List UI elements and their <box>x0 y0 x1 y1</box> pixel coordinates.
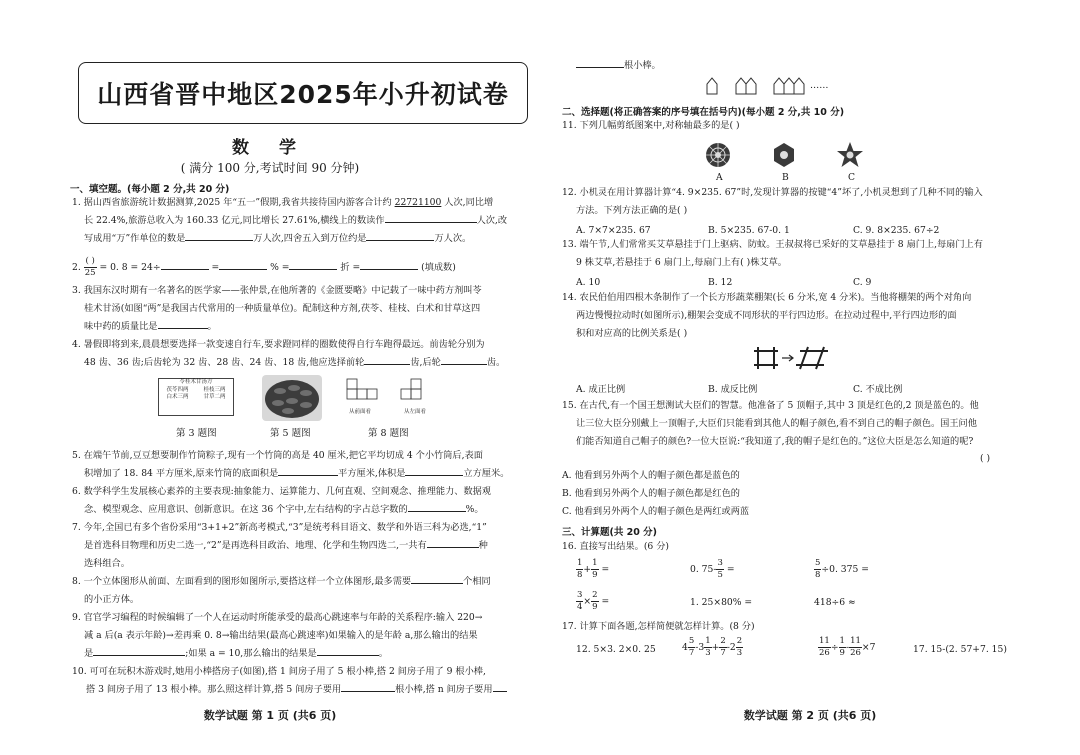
q5-line1: 5. 在端午节前,豆豆想要制作竹筒粽子,现有一个竹筒的高是 40 厘米,把它平均切成 4 个小竹筒后,表面 <box>72 450 483 461</box>
q1-line3a: 写成用“万”作单位的数是 <box>84 232 186 244</box>
q16c2-d: 5 <box>717 570 723 580</box>
exam-info: ( 满分 100 分,考试时间 90 分钟) <box>180 161 360 175</box>
papercut-b-figure <box>770 141 804 171</box>
q16c4-n2: 2 <box>592 590 598 600</box>
q17e2-d3: 7 <box>720 648 726 658</box>
q13-option-c[interactable]: C. 9 <box>853 277 872 288</box>
q3-blank[interactable] <box>158 328 208 329</box>
q2-frac-num: ( ) <box>85 256 95 266</box>
footer-page-2: 数学试题 第 2 页 (共6 页) <box>743 709 877 722</box>
q10-blank-2-start[interactable] <box>493 691 507 692</box>
question-12 <box>562 184 983 220</box>
section-1-title: 一、填空题。(每小题 2 分,共 20 分) <box>70 184 230 195</box>
question-2 <box>72 256 456 279</box>
q5-blank-1[interactable] <box>278 475 338 476</box>
q17e2-c: + <box>711 642 720 653</box>
q1-blank-3[interactable] <box>366 240 434 241</box>
q9-line2: 减 a 后(a 表示年龄)→差再乘 0. 8→输出结果(最高心跳速率)如果输入的是年龄 a,那么输出的结果 <box>84 629 478 641</box>
q16-calc-3 <box>814 558 869 581</box>
q10-blank-2-end[interactable] <box>576 67 624 68</box>
q4-blank-1[interactable] <box>364 364 410 365</box>
question-17-title: 17. 计算下面各题,怎样简便就怎样计算。(8 分) <box>562 621 755 632</box>
q16c1-d2: 9 <box>592 570 598 580</box>
q16c1-op: + <box>583 564 592 575</box>
q14-option-a[interactable]: A. 成正比例 <box>576 384 626 395</box>
q10-continued <box>576 57 661 75</box>
q1-blank-2[interactable] <box>185 240 253 241</box>
question-1 <box>72 194 507 247</box>
q16c2-n: 3 <box>717 558 723 568</box>
q16c4-d2: 9 <box>592 602 598 612</box>
q6-line2a: 念、模型观念、应用意识、创新意识。在这 36 个字中,左右结构的字占总字数的 <box>84 503 408 515</box>
fig8-front-label: 从前面看 <box>349 409 372 415</box>
q1-line2: 长 22.4%,旅游总收入为 160.33 亿元,同比增长 27.61%,横线上的数读作 <box>84 214 385 226</box>
q12-option-b[interactable]: B. 5×235. 67-0. 1 <box>708 225 790 236</box>
q9-line1: 9. 官官学习编程的时候编辑了一个人在运动时所能承受的最高心跳速率与年龄的关系程序:输入 220→ <box>72 612 483 623</box>
q16c1-eq: = <box>601 564 610 575</box>
question-7 <box>72 519 488 572</box>
q17e3-n3: 11 <box>850 636 861 646</box>
q7-line3: 选科组合。 <box>84 557 130 569</box>
q5-line2b: 平方厘米,体积是 <box>338 467 406 479</box>
section-3-title: 三、计算题(共 20 分) <box>562 527 658 538</box>
q2-blank-3[interactable] <box>289 269 337 270</box>
q13-line1: 13. 端午节,人们常常买艾草悬挂于门上驱病、防蚊。王叔叔将已采好的艾草悬挂于 8 扇门上,每扇门上有 <box>562 239 983 250</box>
left-view-figure <box>400 378 436 408</box>
q15-option-c[interactable]: C. 他看到另外两个人的帽子颜色是两红或两蓝 <box>562 506 750 517</box>
q5-line2c: 立方厘米。 <box>463 467 510 479</box>
q2-blank-1[interactable] <box>161 269 209 270</box>
q17e2-n3: 2 <box>720 636 726 646</box>
q16-calc-6: 418÷6 ≈ <box>814 597 856 608</box>
question-14 <box>562 289 971 342</box>
question-4 <box>72 336 505 372</box>
q4-line2a: 48 齿、36 齿;后齿轮为 32 齿、28 齿、24 齿、18 齿,他应选择前轮 <box>84 356 365 368</box>
q17e3-post: ×7 <box>861 642 876 653</box>
q16c2-pre: 0. 75- <box>690 564 717 575</box>
stick-houses-figure <box>706 76 829 96</box>
q16c3-post: ÷0. 375 = <box>821 564 869 575</box>
question-13 <box>562 236 983 272</box>
q7-blank[interactable] <box>427 547 479 548</box>
q3-line3-end: 。 <box>207 320 217 332</box>
q15-line2: 让三位大臣分别戴上一顶帽子,大臣们只能看到其他人的帽子颜色,看不到自己的帽子颜色。国王问他 <box>576 417 977 429</box>
q17e3-d2: 9 <box>839 648 845 658</box>
fig3-label: 第 3 题图 <box>176 428 217 439</box>
q16-calc-4 <box>576 590 609 613</box>
question-16-title: 16. 直接写出结果。(6 分) <box>562 541 669 552</box>
q16c4-d1: 4 <box>577 602 583 612</box>
figure-3-box <box>158 378 234 416</box>
q13-option-b[interactable]: B. 12 <box>708 277 733 288</box>
q9-blank-2[interactable] <box>317 655 379 656</box>
houses-ellipsis: …… <box>810 80 829 91</box>
q17e2-d1: 7 <box>688 648 695 658</box>
q2-blank-2[interactable] <box>219 269 267 270</box>
q16-calc-5: 1. 25×80% = <box>690 597 753 608</box>
q12-line2: 方法。下列方法正确的是( ) <box>576 204 688 216</box>
q17e2-d4: 3 <box>736 648 743 658</box>
frame-transform-figure <box>750 345 834 371</box>
q12-line1: 12. 小机灵在用计算器计算“4. 9×235. 67”时,发现计算器的按键“4”坏了,小机灵想到了几种不同的输入 <box>562 187 983 198</box>
q2-text-d: 折 = <box>340 262 361 273</box>
q4-blank-2[interactable] <box>441 364 487 365</box>
section-2-title: 二、选择题(将正确答案的序号填在括号内)(每小题 2 分,共 10 分) <box>562 107 845 118</box>
q11-label-a: A <box>716 172 723 183</box>
q17-expr-3 <box>818 636 875 659</box>
q10-line2a: 搭 3 间房子用了 13 根小棒。那么照这样计算,搭 5 间房子要用 <box>86 683 342 695</box>
q16c4-n1: 3 <box>577 590 583 600</box>
q1-number: 22721100 <box>394 197 442 208</box>
q15-option-b[interactable]: B. 他看到另外两个人的帽子颜色都是红色的 <box>562 488 740 499</box>
q15-answer-paren: ( ) <box>980 453 991 464</box>
q2-blank-4[interactable] <box>360 269 418 270</box>
q17e2-n4: 2 <box>736 636 743 646</box>
q17e2-n2: 1 <box>705 636 711 646</box>
q1-line1: 1. 据山西省旅游统计数据测算,2025 年“五一”假期,我省共接待国内游客合计约 <box>72 197 395 208</box>
fig3-title: 苓桂术甘汤方 <box>179 379 213 385</box>
q14-line2: 两边慢慢拉动时(如图所示),棚架会变成不同形状的平行四边形。在拉动过程中,平行四边形的面 <box>576 309 957 321</box>
q2-fraction <box>84 256 97 279</box>
q14-line3: 积和对应高的比例关系是( ) <box>576 327 688 339</box>
question-3 <box>72 282 482 335</box>
q10-line3: 根小棒。 <box>624 60 661 71</box>
q16c3-d: 8 <box>815 570 821 580</box>
q4-line2c: 齿。 <box>486 356 506 368</box>
q16c2-eq: = <box>726 564 735 575</box>
q17-expr-4: 17. 15-(2. 57+7. 15) <box>913 644 1007 655</box>
question-9 <box>72 609 482 662</box>
question-5 <box>72 447 509 483</box>
q17e3-d3: 26 <box>850 648 861 658</box>
q1-line3b: 万人次,四舍五入到万位约是 <box>253 232 367 244</box>
q12-option-a[interactable]: A. 7×7×235. 67 <box>576 225 651 236</box>
q11-label-b: B <box>782 172 789 183</box>
q2-text-c: % = <box>270 262 290 273</box>
fig3-row1: 茯苓四两 <box>166 386 189 393</box>
q3-line2: 桂术甘汤(如图“两”是我国古代常用的一种质量单位)。配制这种方剂,茯苓、桂枝、白术和甘草这四 <box>84 302 481 314</box>
q1-line3c: 万人次。 <box>434 232 472 244</box>
q15-line1: 15. 在古代,有一个国王想测试大臣们的智慧。他准备了 5 顶帽子,其中 3 顶是红色的,2 顶是蓝色的。他 <box>562 400 979 411</box>
q15-line3: 们能否知道自己帽子的颜色?一位大臣说:“我知道了,我的帽子是红色的。”这位大臣是怎么知道的呢? <box>576 435 974 447</box>
q17e2-d2: 3 <box>705 648 711 658</box>
fig5-label: 第 5 题图 <box>270 428 311 439</box>
papercut-a-figure <box>704 141 738 171</box>
q9-line3c: 。 <box>378 647 388 659</box>
q6-blank[interactable] <box>408 511 466 512</box>
q1-blank-1[interactable] <box>385 222 477 223</box>
q8-line1b: 个相同 <box>463 576 491 587</box>
q6-line1: 6. 数学科学生发展核心素养的主要表现:抽象能力、运算能力、几何直观、空间观念、推理能力、数据观 <box>72 486 492 497</box>
q17e3-d1: 26 <box>819 648 830 658</box>
q11-label-c: C <box>848 172 856 183</box>
q14-line1: 14. 农民伯伯用四根木条制作了一个长方形蔬菜棚架(长 6 分米,宽 4 分米)。当他将棚架的两个对角向 <box>562 292 972 303</box>
q16c1-n2: 1 <box>592 558 598 568</box>
q17e2-a: 4 <box>682 642 688 653</box>
q13-line2: 9 株艾草,若悬挂于 6 扇门上,每扇门上有( )株艾草。 <box>576 256 787 268</box>
q17e2-n1: 5 <box>688 636 695 646</box>
q8-line1a: 8. 一个立体图形从前面、左面看到的图形如图所示,要搭这样一个立体图形,最多需要 <box>72 576 412 587</box>
question-6 <box>72 483 491 519</box>
q14-option-c[interactable]: C. 不成比例 <box>853 384 903 395</box>
fig8-left-label: 从左面看 <box>404 409 427 415</box>
q16-calc-1 <box>576 558 609 581</box>
q16-calc-2 <box>690 558 735 581</box>
q13-option-a[interactable]: A. 10 <box>576 277 601 288</box>
q16c4-eq: = <box>601 596 610 607</box>
q9-line3a: 是 <box>84 647 94 659</box>
q7-line1: 7. 今年,全国已有多个省份采用“3+1+2”新高考模式,“3”是统考科目语文、数学和外语三科为必选,“1” <box>72 522 487 533</box>
page-2 <box>540 0 1080 755</box>
q3-line3: 味中药的质量比是 <box>84 320 158 332</box>
q16c3-n: 5 <box>815 558 821 568</box>
q16c1-d1: 8 <box>577 570 583 580</box>
question-11: 11. 下列几幅剪纸图案中,对称轴最多的是( ) <box>562 120 740 131</box>
q5-line2a: 积增加了 18. 84 平方厘米,原来竹筒的底面积是 <box>84 467 279 479</box>
bamboo-zongzi-photo <box>262 375 322 421</box>
q9-line3b: ;如果 a = 10,那么输出的结果是 <box>185 647 317 659</box>
q10-blank-1[interactable] <box>341 691 395 692</box>
q12-option-c[interactable]: C. 9. 8×235. 67÷2 <box>853 225 940 236</box>
q4-line2b: 齿,后轮 <box>410 356 441 368</box>
fig3-row2: 桂枝三两 <box>203 386 226 393</box>
q10-line2b: 根小棒,搭 n 间房子要用 <box>395 683 493 695</box>
fig3-row4: 甘草二两 <box>203 394 226 400</box>
q14-option-b[interactable]: B. 成反比例 <box>708 384 758 395</box>
q7-line2b: 种 <box>478 539 488 551</box>
q17e3-op1: ÷ <box>830 642 839 653</box>
q4-line1: 4. 暑假即将到来,晨晨想要选择一款变速自行车,要求蹬同样的圈数使得自行车跑得最远。前齿轮分别为 <box>72 339 485 350</box>
q2-number: 2. <box>72 262 81 273</box>
q16c1-n1: 1 <box>577 558 583 568</box>
q3-line1: 3. 我国东汉时期有一名著名的医学家——张仲景,在他所著的《金匮要略》中记载了一味中药方剂叫苓 <box>72 285 482 296</box>
q10-line1: 10. 可可在玩积木游戏时,她用小棒搭房子(如图),搭 1 间房子用了 5 根小棒,搭 2 间房子用了 9 根小棒, <box>72 666 486 677</box>
q17e3-n2: 1 <box>839 636 845 646</box>
question-8 <box>72 573 491 609</box>
subject-title: 数 学 <box>232 138 308 158</box>
q7-line2a: 是首选科目物理和历史二选一,“2”是再选科目政治、地理、化学和生物四选二,一共有 <box>84 539 427 551</box>
q17-expr-1: 12. 5×3. 2×0. 25 <box>576 644 656 655</box>
exam-title: 山西省晋中地区2025年小升初试卷 <box>78 62 528 124</box>
q2-text-e: (填成数) <box>421 262 456 273</box>
q5-blank-2[interactable] <box>405 475 463 476</box>
fig3-row3: 白术三两 <box>166 394 189 400</box>
question-10 <box>72 663 507 699</box>
papercut-c-figure <box>836 141 870 171</box>
q1-line2-end: 人次,改 <box>476 214 508 226</box>
front-view-figure <box>346 378 382 408</box>
q16c4-op: × <box>583 596 592 607</box>
q17e3-op2: - <box>845 642 850 653</box>
q2-frac-den: 25 <box>84 268 96 278</box>
q2-text-b: = <box>211 262 220 273</box>
q17e2-b: -3 <box>695 642 705 653</box>
q2-text-a: = 0. 8 = 24÷ <box>99 262 161 273</box>
question-15 <box>562 397 979 450</box>
fig8-label: 第 8 题图 <box>368 428 409 439</box>
q17e2-d: -2 <box>726 642 736 653</box>
q8-blank[interactable] <box>411 583 463 584</box>
q17e3-n1: 11 <box>819 636 830 646</box>
q8-line2: 的小正方体。 <box>84 593 140 605</box>
q9-blank-1[interactable] <box>93 655 185 656</box>
footer-page-1: 数学试题 第 1 页 (共6 页) <box>203 709 337 722</box>
q15-option-a[interactable]: A. 他看到另外两个人的帽子颜色都是蓝色的 <box>562 470 740 481</box>
q6-line2b: %。 <box>465 503 484 515</box>
q1-line1-end: 人次,同比增 <box>441 197 494 208</box>
q17-expr-2 <box>682 636 743 659</box>
